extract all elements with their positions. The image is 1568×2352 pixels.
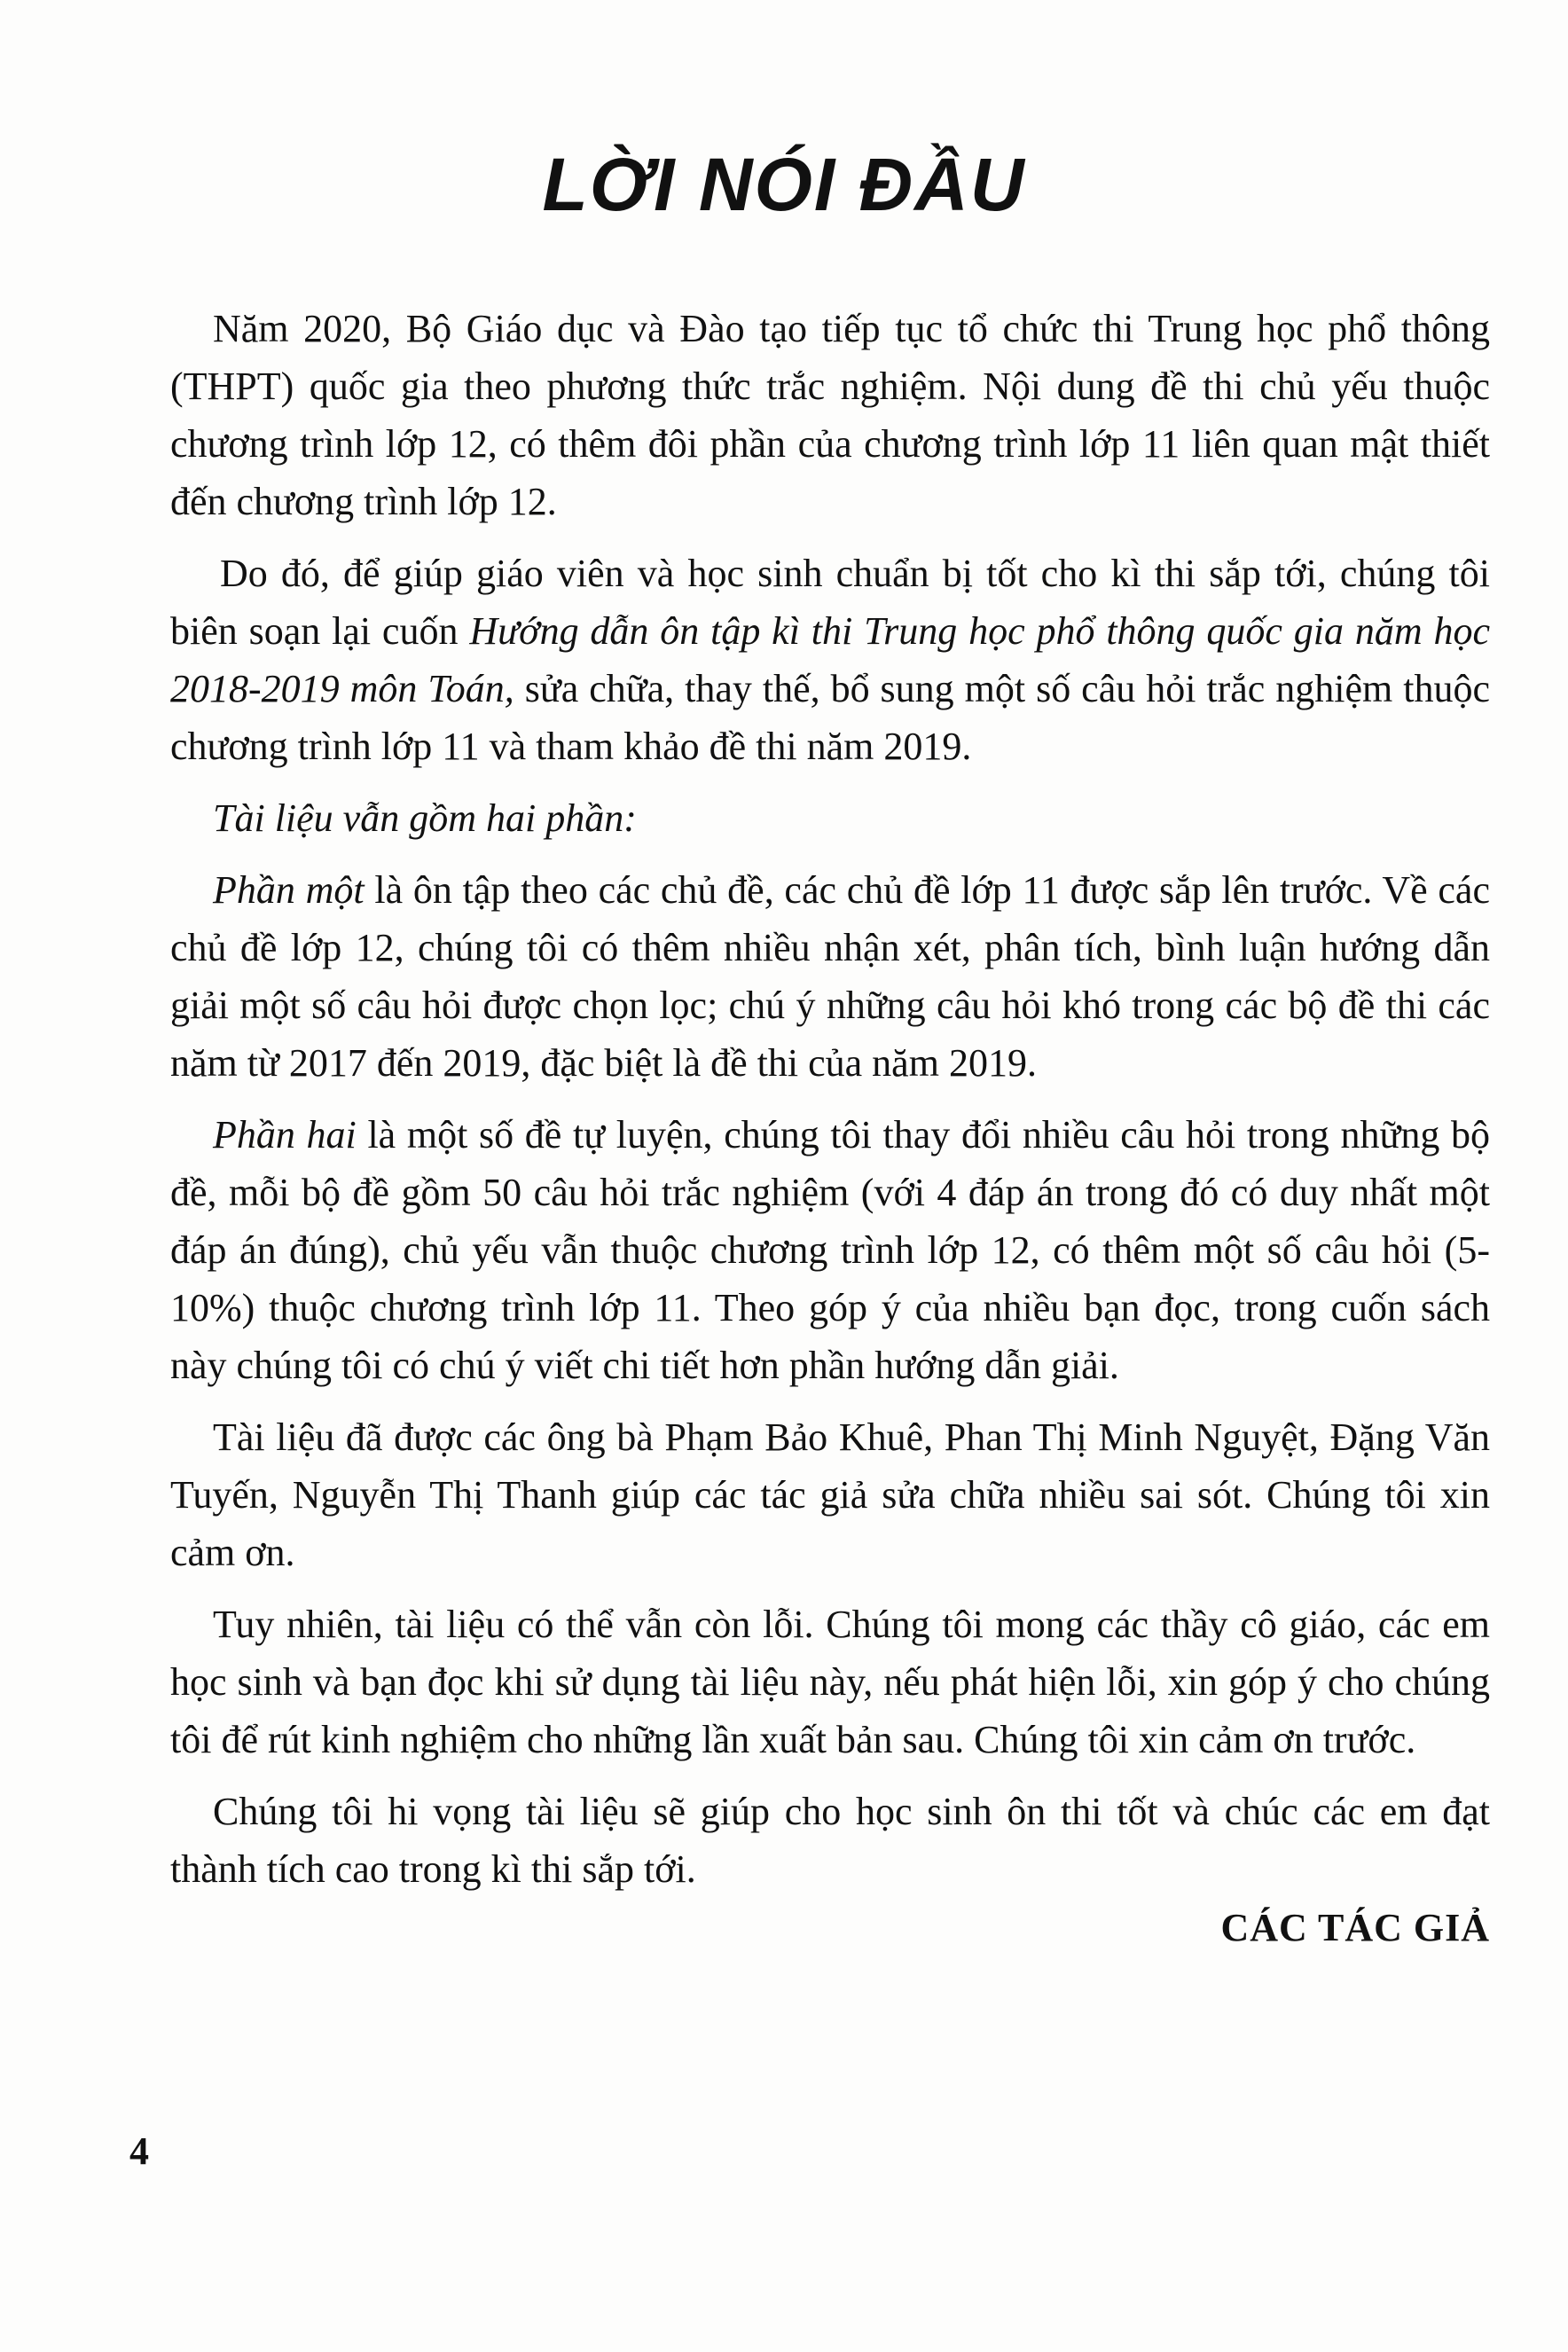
paragraph-5 [170, 1106, 1490, 1394]
paragraph-4 [170, 861, 1490, 1092]
paragraph-3: Tài liệu vẫn gồm hai phần: [213, 796, 637, 840]
page-number: 4 [129, 2129, 149, 2173]
preface-body [170, 300, 1490, 1912]
book-title: Hướng dẫn ôn tập kì thi Trung học phổ thông quốc gia năm học 2018-2019 môn Toán, [170, 609, 1490, 710]
part-one-label: Phần một [213, 868, 365, 912]
page-title: LỜI NÓI ĐẦU [542, 143, 1026, 226]
paragraph-2-text-a: Do đó, để giúp giáo viên và học sinh chuẩn bị tốt cho kì thi sắp tới, chúng tôi biên soạn lại cuốn [170, 552, 1490, 653]
paragraph-8: Chúng tôi hi vọng tài liệu sẽ giúp cho học sinh ôn thi tốt và chúc các em đạt thành tích cao trong kì thi sắp tới. [170, 1790, 1490, 1891]
part-two-label: Phần hai [213, 1113, 357, 1156]
paragraph-2 [170, 545, 1490, 775]
paragraph-6: Tài liệu đã được các ông bà Phạm Bảo Khuê, Phan Thị Minh Nguyệt, Đặng Văn Tuyến, Nguyễn Thị Thanh giúp các tác giả sửa chữa nhiều sai sót. Chúng tôi xin cảm ơn. [170, 1415, 1490, 1574]
paragraph-1: Năm 2020, Bộ Giáo dục và Đào tạo tiếp tục tổ chức thi Trung học phổ thông (THPT) quốc gia theo phương thức trắc nghiệm. Nội dung đề thi chủ yếu thuộc chương trình lớp 12, có thêm đôi phần của chương trình lớp 11 liên quan mật thiết đến chương trình lớp 12. [170, 307, 1490, 523]
part-one-text: là ôn tập theo các chủ đề, các chủ đề lớp 11 được sắp lên trước. Về các chủ đề lớp 12, chúng tôi có thêm nhiều nhận xét, phân tích, bình luận hướng dẫn giải một số câu hỏi được chọn lọc; chú ý những câu hỏi khó trong các bộ đề thi các năm từ 2017 đến 2019, đặc biệt là đề thi của năm 2019. [170, 868, 1490, 1085]
paragraph-7: Tuy nhiên, tài liệu có thể vẫn còn lỗi. Chúng tôi mong các thầy cô giáo, các em học sinh và bạn đọc khi sử dụng tài liệu này, nếu phát hiện lỗi, xin góp ý cho chúng tôi để rút kinh nghiệm cho những lần xuất bản sau. Chúng tôi xin cảm ơn trước. [170, 1603, 1490, 1761]
paragraph-2-text-b: sửa chữa, thay thế, bổ sung một số câu hỏi trắc nghiệm thuộc chương trình lớp 11 và tham khảo đề thi năm 2019. [170, 667, 1491, 768]
part-two-text: là một số đề tự luyện, chúng tôi thay đổi nhiều câu hỏi trong những bộ đề, mỗi bộ đề gồm 50 câu hỏi trắc nghiệm (với 4 đáp án trong đó có duy nhất một đáp án đúng), chủ yếu vẫn thuộc chương trình lớp 12, có thêm một số câu hỏi (5-10%) thuộc chương trình lớp 11. Theo góp ý của nhiều bạn đọc, trong cuốn sách này chúng tôi có chú ý viết chi tiết hơn phần hướng dẫn giải. [170, 1113, 1490, 1387]
signature: CÁC TÁC GIẢ [1220, 1906, 1490, 1949]
